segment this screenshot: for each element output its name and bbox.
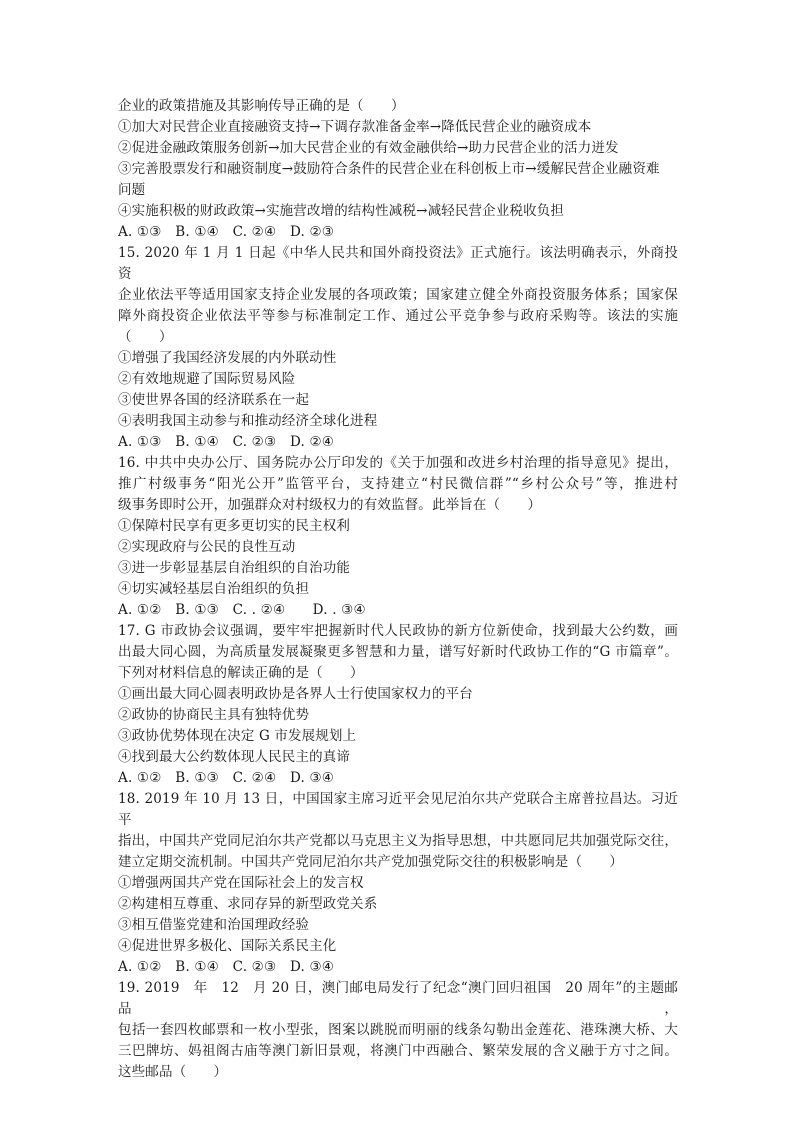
option-3: ③完善股票发行和融资制度→鼓励符合条件的民营企业在科创板上市→缓解民营企业融资难 (118, 161, 660, 177)
option-2: ②政协的协商民主具有独特优势 (118, 707, 310, 723)
option-2: ②实现政府与公民的良性互动 (118, 539, 296, 555)
option-4: ④找到最大公约数体现人民民主的真谛 (118, 749, 351, 765)
option-1: ①增强两国共产党在国际社会上的发言权 (118, 875, 364, 891)
question-stem-line: 15. 2020 年 1 月 1 日起《中华人民共和国外商投资法》正式施行。该法明确表示，外商投资 (118, 245, 678, 282)
option-1: ①画出最大同心圆表明政协是各界人士行使国家权力的平台 (118, 686, 473, 702)
question-19 (118, 978, 678, 1083)
question-stem-line: 推广村级事务“阳光公开”监管平台，支持建立“村民微信群”“乡村公众号”等，推进村 (118, 476, 678, 492)
option-2: ②促进金融政策服务创新→加大民营企业的有效金融供给→助力民营企业的活力迸发 (118, 140, 619, 156)
option-3: ③进一步彰显基层自治组织的自治功能 (118, 560, 351, 576)
question-15 (118, 243, 678, 453)
question-17 (118, 621, 678, 789)
option-1: ①保障村民享有更多更切实的民主权利 (118, 518, 351, 534)
option-4: ④促进世界多极化、国际关系民主化 (118, 938, 337, 954)
answer-choices: A. ①③ B. ①④ C. ②③ D. ②④ (118, 434, 335, 450)
question-14 (118, 96, 678, 243)
answer-choices: A. ①② B. ①④ C. ②③ D. ③④ (118, 959, 335, 975)
question-stem-line: 17. G 市政协会议强调，要牢牢把握新时代人民政协的新方位新使命，找到最大公约数，画 (118, 623, 678, 639)
question-stem-line: 建立定期交流机制。中国共产党同尼泊尔共产党加强党际交往的积极影响是（ ） (118, 854, 624, 870)
answer-choices: A. ①② B. ①③ C. . ②④ D. . ③④ (118, 602, 366, 618)
option-4: ④切实减轻基层自治组织的负担 (118, 581, 310, 597)
question-16 (118, 453, 678, 621)
option-2: ②构建相互尊重、求同存异的新型政党关系 (118, 896, 378, 912)
option-3: ③相互借鉴党建和治国理政经验 (118, 917, 310, 933)
option-4: ④表明我国主动参与和推动经济全球化进程 (118, 413, 378, 429)
question-stem: 企业的政策措施及其影响传导正确的是（ ） (118, 98, 405, 114)
answer-blank: 这些邮品（ ） (118, 1064, 228, 1080)
exam-page (118, 96, 678, 1083)
question-18 (118, 789, 678, 978)
answer-blank: （ ） (118, 329, 173, 345)
question-stem-line: 指出，中国共产党同尼泊尔共产党都以马克思主义为指导思想，中共愿同尼共加强党际交往， (118, 833, 678, 849)
answer-choices: A. ①③ B. ①④ C. ②④ D. ②③ (118, 224, 335, 240)
option-3: ③政协优势体现在决定 G 市发展规划上 (118, 728, 357, 744)
question-stem-line: 出最大同心圆，为高质量发展凝聚更多智慧和力量，谱写好新时代政协工作的“G 市篇章”。 (118, 644, 678, 660)
question-stem-line: 三巴牌坊、妈祖阁古庙等澳门新旧景观，将澳门中西融合、繁荣发展的含义融于方寸之间。 (118, 1043, 678, 1059)
question-stem-line: 障外商投资企业依法平等参与标准制定工作、通过公平竞争参与政府采购等。该法的实施 (118, 308, 678, 324)
option-3-continued: 问题 (118, 182, 146, 198)
option-3: ③使世界各国的经济联系在一起 (118, 392, 310, 408)
answer-choices: A. ①② B. ①③ C. ②④ D. ③④ (118, 770, 335, 786)
option-4: ④实施积极的财政政策→实施营改增的结构性减税→减轻民营企业税收负担 (118, 203, 565, 219)
question-stem-line: 包括一套四枚邮票和一枚小型张，图案以跳脱而明丽的线条勾勒出金莲花、港珠澳大桥、大 (118, 1022, 678, 1038)
question-stem-line: 企业依法平等适用国家支持企业发展的各项政策；国家建立健全外商投资服务体系；国家保 (118, 287, 678, 303)
question-stem-line: 下列对材料信息的解读正确的是（ ） (118, 665, 364, 681)
question-stem-line: 19. 2019 年 12 月 20 日，澳门邮电局发行了纪念“澳门回归祖国 20 周年”的主题邮品， (118, 980, 678, 1017)
question-stem-line: 级事务即时公开，加强群众对村级权力的有效监督。此举旨在（ ） (118, 497, 542, 513)
option-1: ①加大对民营企业直接融资支持→下调存款准备金率→降低民营企业的融资成本 (118, 119, 592, 135)
option-2: ②有效地规避了国际贸易风险 (118, 371, 296, 387)
option-1: ①增强了我国经济发展的内外联动性 (118, 350, 337, 366)
question-stem-line: 16. 中共中央办公厅、国务院办公厅印发的《关于加强和改进乡村治理的指导意见》提出， (118, 455, 678, 471)
question-stem-line: 18. 2019 年 10 月 13 日，中国国家主席习近平会见尼泊尔共产党联合主席普拉昌达。习近平 (118, 791, 678, 828)
